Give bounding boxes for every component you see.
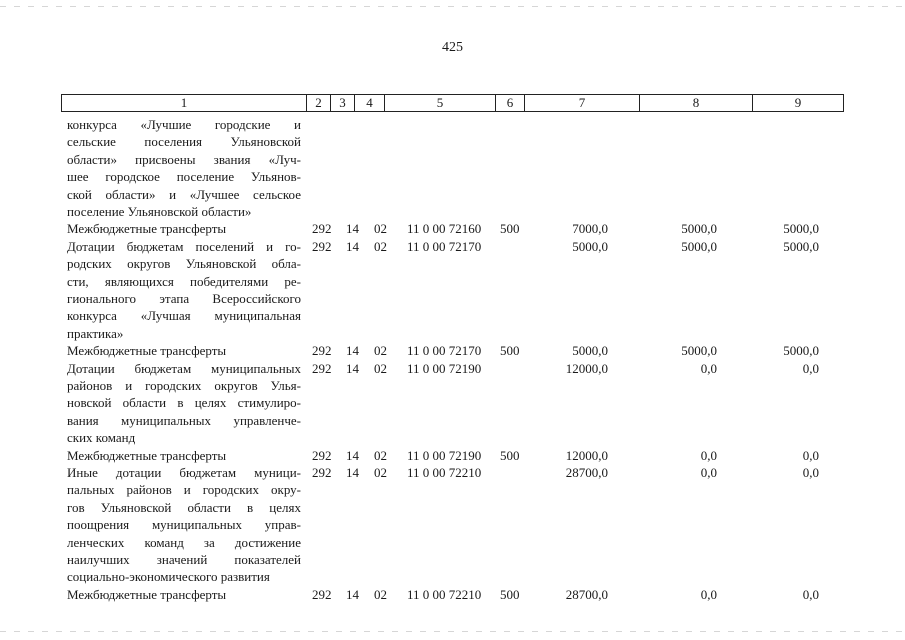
cell-chapter: 292 <box>312 238 332 254</box>
description-line: новской области в целях стимулиро- <box>67 395 301 411</box>
cell-subsection: 02 <box>374 586 387 602</box>
description-line: наилучших значений показателей <box>67 552 301 568</box>
scan-artifact-bottom <box>0 631 905 632</box>
cell-amount-2025: 0,0 <box>802 447 819 463</box>
description-line: поселение Ульяновской области» <box>67 204 252 220</box>
description-line: ленческих команд за достижение <box>67 534 301 550</box>
cell-section: 14 <box>346 447 359 463</box>
cell-expense-type: 500 <box>500 586 520 602</box>
column-header-8: 8 <box>640 95 753 111</box>
cell-subsection: 02 <box>374 360 387 376</box>
table-row <box>0 342 905 359</box>
cell-target-article: 11 0 00 72210 <box>407 586 482 602</box>
cell-chapter: 292 <box>312 343 332 359</box>
description-line: гионального этапа Всероссийского <box>67 291 301 307</box>
row-description <box>67 116 301 220</box>
row-description <box>67 342 301 359</box>
cell-target-article: 11 0 00 72190 <box>407 360 482 376</box>
cell-section: 14 <box>346 360 359 376</box>
column-header-3: 3 <box>331 95 355 111</box>
cell-amount-2025: 5000,0 <box>783 221 819 237</box>
description-line: практика» <box>67 325 124 341</box>
row-description <box>67 238 301 342</box>
table-row <box>0 447 905 464</box>
row-description <box>67 360 301 447</box>
column-header-4: 4 <box>355 95 385 111</box>
cell-subsection: 02 <box>374 343 387 359</box>
description-line: Межбюджетные трансферты <box>67 447 227 463</box>
cell-chapter: 292 <box>312 360 332 376</box>
cell-subsection: 02 <box>374 447 387 463</box>
description-line: Межбюджетные трансферты <box>67 586 227 602</box>
cell-amount-2024: 5000,0 <box>681 343 717 359</box>
description-line: области» присвоены звания «Луч- <box>67 151 301 167</box>
cell-target-article: 11 0 00 72210 <box>407 465 482 480</box>
description-line: социально-экономического развития <box>67 569 270 585</box>
description-line: ских команд <box>67 430 136 446</box>
cell-amount-2023: 7000,0 <box>572 221 608 237</box>
row-description <box>67 586 301 603</box>
table-row <box>0 220 905 237</box>
cell-amount-2025: 5000,0 <box>783 343 819 359</box>
cell-subsection: 02 <box>374 221 387 237</box>
description-line: сти, являющихся победителями ре- <box>67 273 301 289</box>
description-line: Дотации бюджетам муниципальных <box>67 360 301 376</box>
description-line: Межбюджетные трансферты <box>67 221 227 237</box>
cell-target-article: 11 0 00 72160 <box>407 221 482 237</box>
cell-chapter: 292 <box>312 465 332 480</box>
table-header <box>61 94 844 112</box>
cell-section: 14 <box>346 221 359 237</box>
cell-amount-2024: 0,0 <box>700 586 717 602</box>
cell-target-article: 11 0 00 72190 <box>407 447 482 463</box>
cell-section: 14 <box>346 586 359 602</box>
row-description <box>67 220 301 237</box>
cell-section: 14 <box>346 238 359 254</box>
cell-amount-2025: 0,0 <box>802 360 819 376</box>
column-header-2: 2 <box>307 95 331 111</box>
table-row <box>0 360 905 447</box>
cell-amount-2025: 0,0 <box>802 465 819 480</box>
cell-section: 14 <box>346 343 359 359</box>
cell-amount-2023: 28700,0 <box>565 586 608 602</box>
cell-chapter: 292 <box>312 221 332 237</box>
cell-section: 14 <box>346 465 359 480</box>
table-row <box>0 586 905 603</box>
description-line: родских округов Ульяновской обла- <box>67 256 301 272</box>
column-header-1: 1 <box>62 95 307 111</box>
description-line: Иные дотации бюджетам муници- <box>67 465 301 480</box>
cell-amount-2024: 0,0 <box>700 465 717 480</box>
cell-amount-2023: 12000,0 <box>565 447 608 463</box>
description-line: конкурса «Лучшая муниципальная <box>67 308 301 324</box>
description-line: районов и городских округов Улья- <box>67 378 301 393</box>
description-line: шее городское поселение Ульянов- <box>67 169 301 185</box>
description-line: Межбюджетные трансферты <box>67 343 227 359</box>
page-number: 425 <box>442 40 463 55</box>
cell-target-article: 11 0 00 72170 <box>407 238 482 254</box>
cell-expense-type: 500 <box>500 447 520 463</box>
cell-amount-2024: 0,0 <box>700 360 717 376</box>
column-header-6: 6 <box>496 95 525 111</box>
cell-chapter: 292 <box>312 586 332 602</box>
cell-expense-type: 500 <box>500 343 520 359</box>
column-header-9: 9 <box>794 95 802 110</box>
cell-amount-2025: 0,0 <box>802 586 819 602</box>
cell-amount-2024: 0,0 <box>700 447 717 463</box>
cell-amount-2023: 28700,0 <box>565 465 608 480</box>
description-line: сельские поселения Ульяновской <box>67 134 301 150</box>
description-line: поощрения муниципальных управ- <box>67 517 301 533</box>
cell-amount-2024: 5000,0 <box>681 221 717 237</box>
row-description <box>67 447 301 464</box>
description-line: пальных районов и городских окру- <box>67 482 301 498</box>
cell-amount-2024: 5000,0 <box>681 238 717 254</box>
description-line: Дотации бюджетам поселений и го- <box>67 238 301 254</box>
cell-amount-2023: 5000,0 <box>572 238 608 254</box>
cell-amount-2025: 5000,0 <box>783 238 819 254</box>
description-line: конкурса «Лучшие городские и <box>67 117 301 132</box>
cell-expense-type: 500 <box>500 221 520 237</box>
description-line: ской области» и «Лучшее сельское <box>67 186 301 202</box>
cell-subsection: 02 <box>374 238 387 254</box>
column-header-7: 7 <box>525 95 640 111</box>
scan-artifact-top <box>0 6 905 7</box>
column-header-5: 5 <box>385 95 496 111</box>
description-line: гов Ульяновской области в целях <box>67 499 301 515</box>
table-row <box>0 238 905 342</box>
cell-subsection: 02 <box>374 465 387 480</box>
description-line: вания муниципальных управленче- <box>67 412 301 428</box>
cell-target-article: 11 0 00 72170 <box>407 343 482 359</box>
cell-amount-2023: 5000,0 <box>572 343 608 359</box>
cell-amount-2023: 12000,0 <box>565 360 608 376</box>
cell-chapter: 292 <box>312 447 332 463</box>
row-description <box>67 464 301 586</box>
table-row <box>0 464 905 586</box>
table-row <box>0 116 905 220</box>
